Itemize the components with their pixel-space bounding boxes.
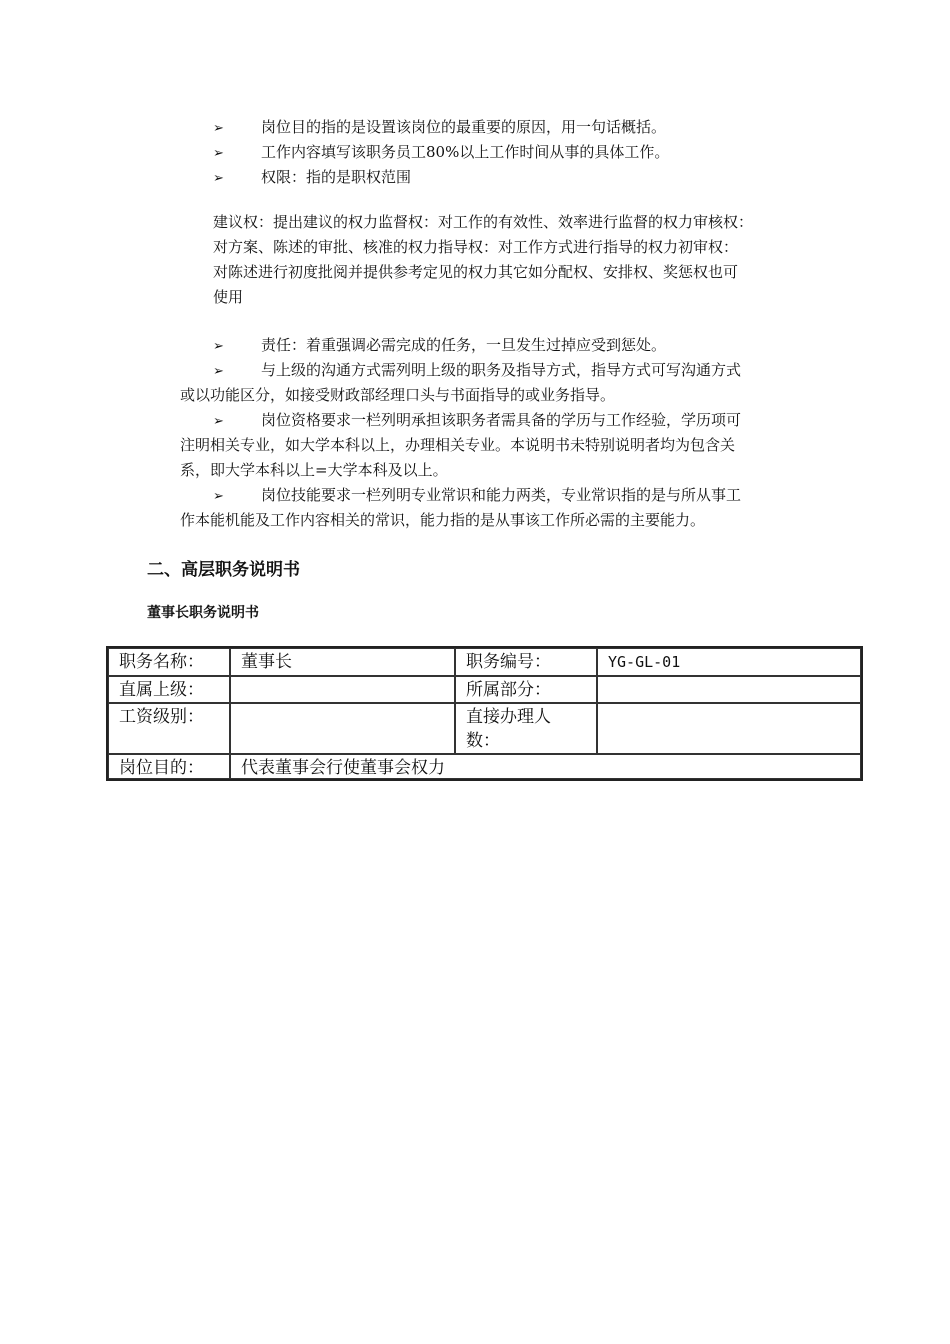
bullet-continuation: 系，即大学本科以上=大学本科及以上。 — [180, 461, 448, 479]
bullet-text: 工作内容填写该职务员工80%以上工作时间从事的具体工作。 — [261, 143, 670, 161]
arrow-bullet-icon: ➢ — [213, 339, 224, 354]
job-code-value: YG-GL-01 — [597, 648, 861, 676]
job-code-label: 职务编号： — [455, 648, 597, 676]
bullet-continuation: 注明相关专业，如大学本科以上，办理相关专业。本说明书未特别说明者均为包含关 — [180, 436, 736, 454]
headcount-label — [455, 703, 597, 754]
bullet-item — [213, 360, 741, 382]
arrow-bullet-icon: ➢ — [213, 146, 224, 161]
paragraph-line: 建议权：提出建议的权力监督权：对工作的有效性、效率进行监督的权力审核权： — [213, 213, 754, 231]
authority-paragraph — [213, 210, 833, 310]
arrow-bullet-icon: ➢ — [213, 171, 224, 186]
bullet-text: 岗位技能要求一栏列明专业常识和能力两类，专业常识指的是与所从事工 — [261, 486, 742, 504]
bullet-item — [213, 167, 411, 189]
section-title: 二、高层职务说明书 — [147, 560, 300, 580]
purpose-label: 岗位目的： — [108, 754, 230, 779]
bullet-text: 岗位目的指的是设置该岗位的最重要的原因，用一句话概括。 — [261, 118, 667, 136]
bullet-item — [213, 485, 741, 507]
paragraph-line: 对方案、陈述的审批、核准的权力指导权：对工作方式进行指导的权力初审权： — [213, 238, 739, 256]
bullet-text: 与上级的沟通方式需列明上级的职务及指导方式，指导方式可写沟通方式 — [261, 361, 742, 379]
subsection-title: 董事长职务说明书 — [147, 605, 259, 621]
headcount-label-line: 数： — [466, 731, 500, 751]
arrow-bullet-icon: ➢ — [213, 414, 224, 429]
department-value — [597, 676, 861, 703]
bullet-text: 责任：着重强调必需完成的任务，一旦发生过掉应受到惩处。 — [261, 336, 667, 354]
headcount-value — [597, 703, 861, 754]
bullet-item — [213, 117, 666, 139]
bullet-item — [213, 410, 741, 432]
paragraph-line: 使用 — [213, 288, 244, 306]
bullet-text: 权限：指的是职权范围 — [261, 168, 412, 186]
arrow-bullet-icon: ➢ — [213, 489, 224, 504]
superior-value — [230, 676, 455, 703]
arrow-bullet-icon: ➢ — [213, 364, 224, 379]
superior-label: 直属上级： — [108, 676, 230, 703]
job-name-label: 职务名称： — [108, 648, 230, 676]
department-label: 所属部分： — [455, 676, 597, 703]
bullet-continuation: 作本能机能及工作内容相关的常识，能力指的是从事该工作所必需的主要能力。 — [180, 511, 706, 529]
headcount-label-line: 直接办理人 — [466, 707, 551, 727]
bullet-item — [213, 142, 669, 164]
purpose-value: 代表董事会行使董事会权力 — [230, 754, 861, 779]
bullet-continuation: 或以功能区分，如接受财政部经理口头与书面指导的或业务指导。 — [180, 386, 616, 404]
job-description-table — [106, 646, 863, 781]
paragraph-line: 对陈述进行初度批阅并提供参考定见的权力其它如分配权、安排权、奖惩权也可 — [213, 263, 739, 281]
bullet-text: 岗位资格要求一栏列明承担该职务者需具备的学历与工作经验，学历项可 — [261, 411, 742, 429]
arrow-bullet-icon: ➢ — [213, 121, 224, 136]
salary-value — [230, 703, 455, 754]
bullet-item — [213, 335, 666, 357]
job-name-value: 董事长 — [230, 648, 455, 676]
salary-label: 工资级别： — [108, 703, 230, 754]
